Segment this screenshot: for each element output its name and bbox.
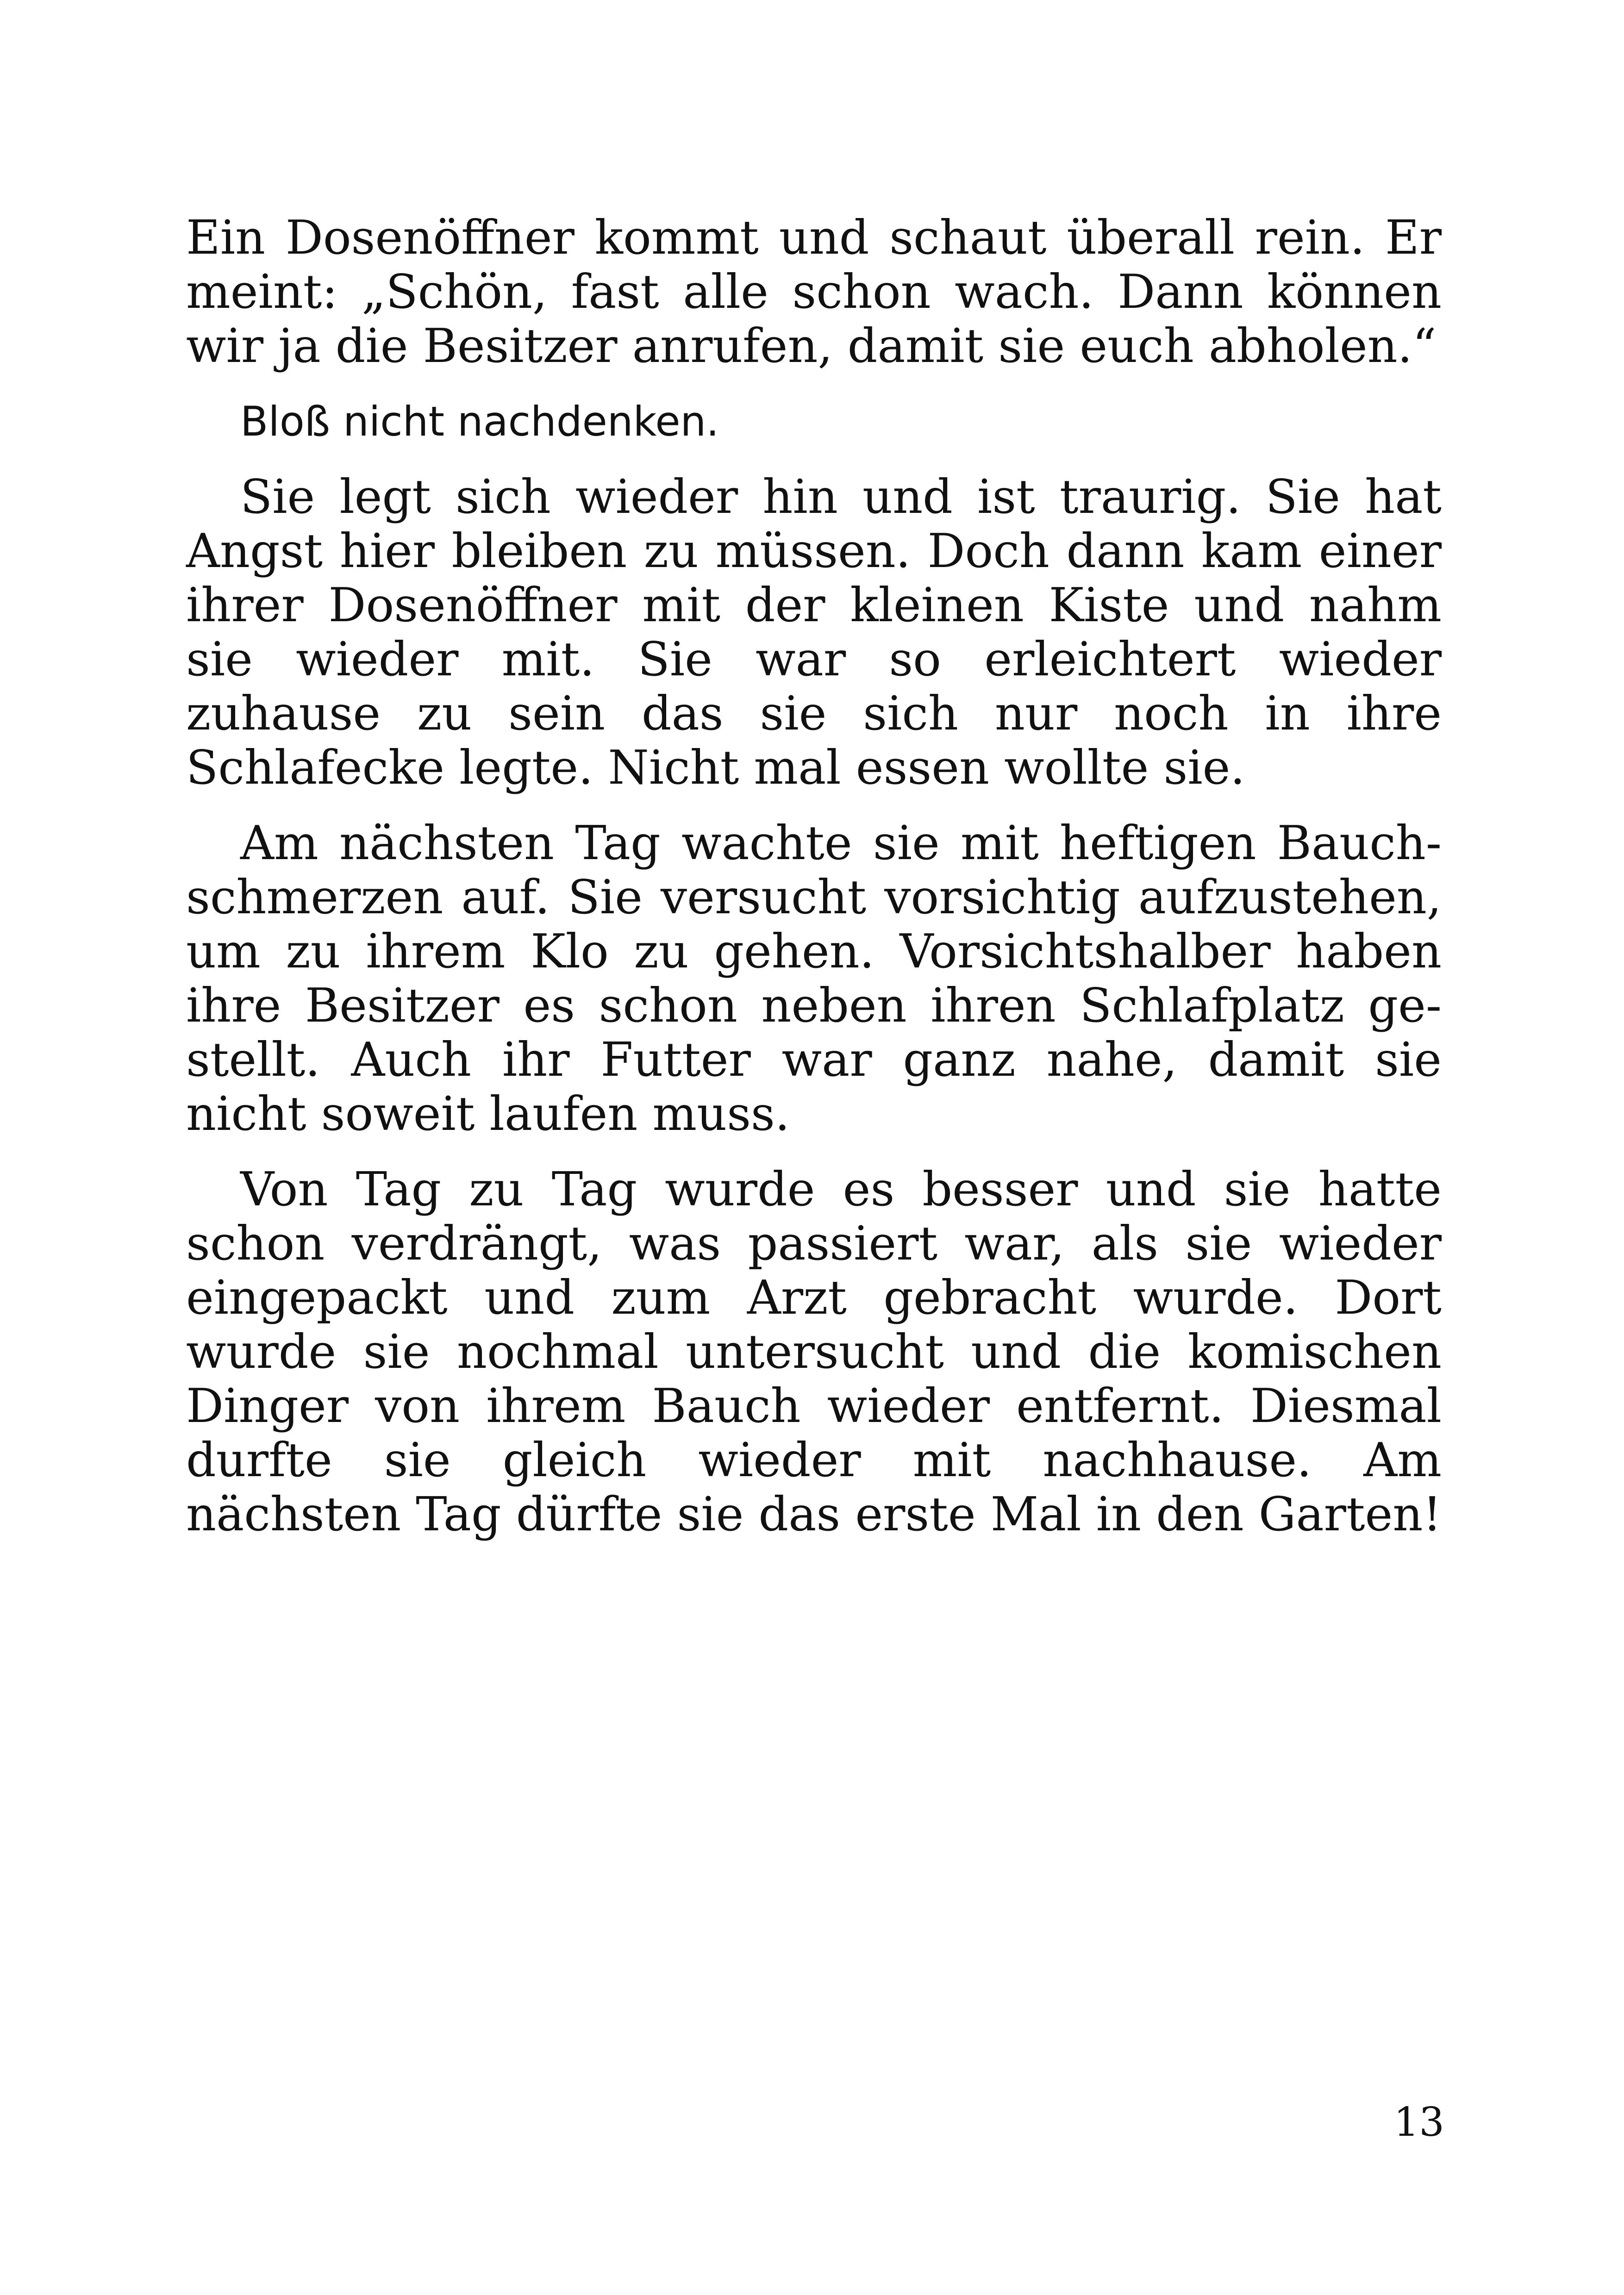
paragraph-thought: Bloß nicht nachdenken. bbox=[240, 398, 719, 445]
body-text bbox=[186, 211, 1442, 1541]
page-number: 13 bbox=[1393, 2099, 1444, 2145]
paragraph-von-tag-zu-tag: Von Tag zu Tag wurde es besser und sie hatte schon verdrängt, was passiert war, als sie wieder eingepackt und zum Arzt gebracht wurde. Dort wurde sie nochmal untersucht und die komischen Dinger von ihrem Bauch wieder entfernt. Diesmal durfte sie gleich wieder mit nachhause. Am nächsten Tag dürfte sie das erste Mal in den Garten! bbox=[186, 1162, 1442, 1541]
paragraph-traurig: Sie legt sich wieder hin und ist traurig. Sie hat Angst hier bleiben zu müssen. Doch dann kam einer ihrer Dosenöffner mit der kleinen Kiste und nahm sie wieder mit. Sie war so erleichtert wieder zuhause zu sein das sie sich nur noch in ihre Schlafecke legte. Nicht mal essen wollte sie. bbox=[186, 469, 1442, 795]
paragraph-dosenoeffner: Ein Dosenöffner kommt und schaut überall rein. Er meint: „Schön, fast alle schon wach. Dann können wir ja die Besitzer anrufen, damit sie euch abholen.“ bbox=[186, 210, 1442, 373]
paragraph-bauchschmerzen: Am nächsten Tag wachte sie mit heftigen Bauchschmerzen auf. Sie versucht vorsichtig aufzustehen, um zu ihrem Klo zu gehen. Vorsichtshalber haben ihre Besitzer es schon neben ihren Schlafplatz gestellt. Auch ihr Futter war ganz nahe, damit sie nicht soweit laufen muss. bbox=[186, 816, 1442, 1141]
